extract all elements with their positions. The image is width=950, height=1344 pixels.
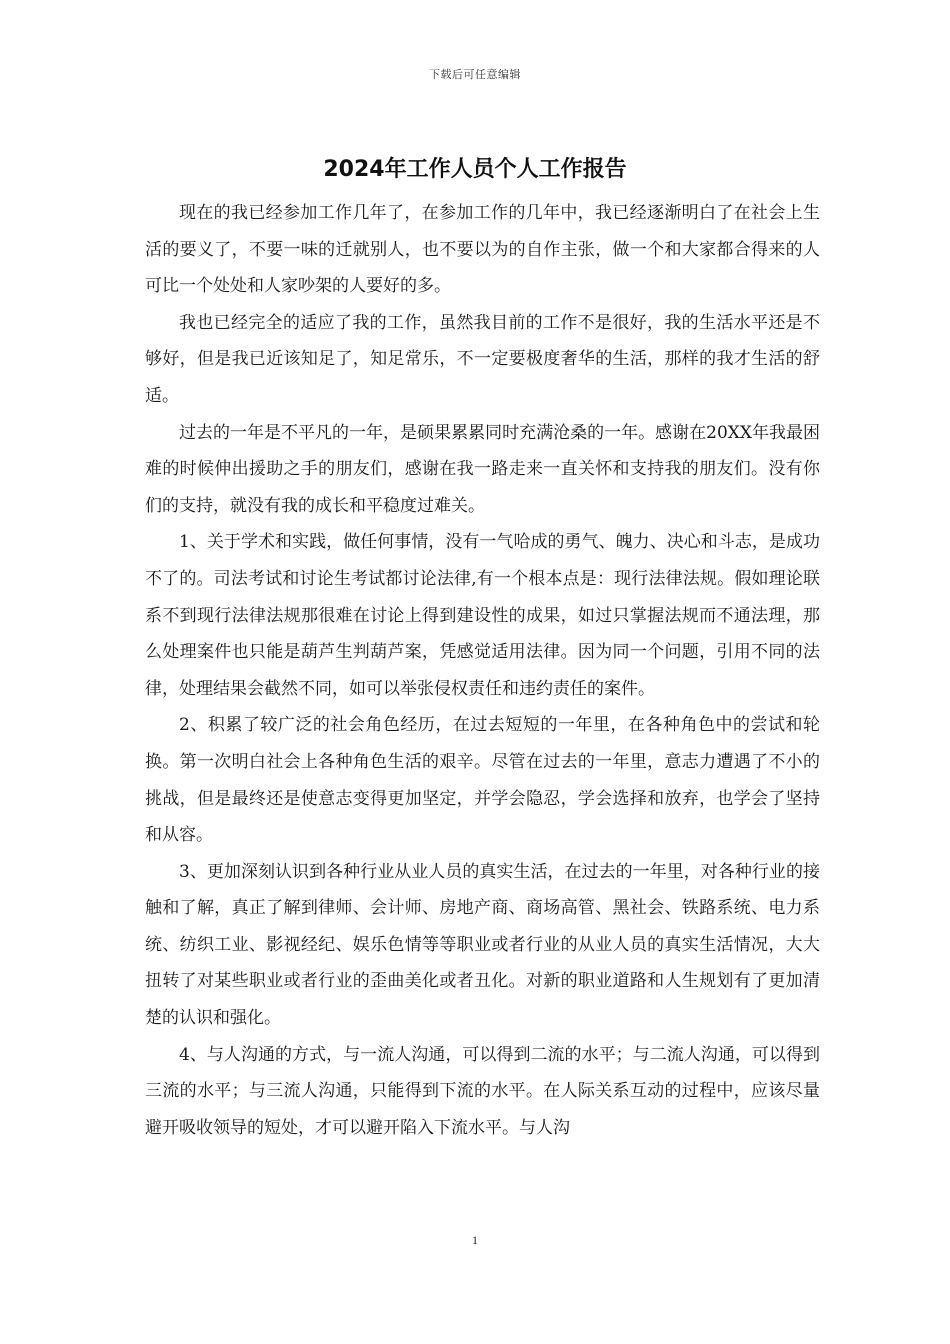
paragraph-intro: 现在的我已经参加工作几年了，在参加工作的几年中，我已经逐渐明白了在社会上生活的要义了，不要一味的迁就别人，也不要以为的自作主张，做一个和大家都合得来的人可比一个处处和人家吵架的人要好的多。: [145, 203, 820, 297]
page-number: 1: [472, 1233, 478, 1247]
paragraph-point-4: 4、与人沟通的方式，与一流人沟通，可以得到二流的水平；与二流人沟通，可以得到三流的水平；与三流人沟通，只能得到下流的水平。在人际关系互动的过程中，应该尽量避开吸收领导的短处，才可以避开陷入下流水平。与人沟: [145, 1044, 820, 1138]
paragraph-point-1: 1、关于学术和实践，做任何事情，没有一气哈成的勇气、魄力、决心和斗志，是成功不了的。司法考试和讨论生考试都讨论法律,有一个根本点是：现行法律法规。假如理论联系不到现行法律法规那很难在讨论上得到建设性的成果，如过只掌握法规而不通法理，那么处理案件也只能是葫芦生判葫芦案，凭感觉适用法律。因为同一个问题，引用不同的法律，处理结果会截然不同，如可以举张侵权责任和违约责任的案件。: [145, 532, 820, 699]
document-body: [145, 195, 820, 1146]
paragraph-gratitude: 过去的一年是不平凡的一年，是硕果累累同时充满沧桑的一年。感谢在20XX年我最困难的时候伸出援助之手的朋友们，感谢在我一路走来一直关怀和支持我的朋友们。没有你们的支持，就没有我的成长和平稳度过难关。: [145, 422, 820, 516]
paragraph-point-3: 3、更加深刻认识到各种行业从业人员的真实生活，在过去的一年里，对各种行业的接触和了解，真正了解到律师、会计师、房地产商、商场高管、黑社会、铁路系统、电力系统、纺织工业、影视经纪、娱乐色情等等职业或者行业的从业人员的真实生活情况，大大扭转了对某些职业或者行业的歪曲美化或者丑化。对新的职业道路和人生规划有了更加清楚的认识和强化。: [145, 861, 820, 1029]
document-title: 2024年工作人员个人工作报告: [323, 157, 627, 182]
paragraph-point-2: 2、积累了较广泛的社会角色经历，在过去短短的一年里，在各种角色中的尝试和轮换。第一次明白社会上各种角色生活的艰辛。尽管在过去的一年里，意志力遭遇了不小的挑战，但是最终还是使意志变得更加坚定，并学会隐忍，学会选择和放弃，也学会了坚持和从容。: [145, 715, 820, 846]
page-header-note: 下载后可任意编辑: [429, 68, 521, 81]
paragraph-adaptation: 我也已经完全的适应了我的工作，虽然我目前的工作不是很好，我的生活水平还是不够好，但是我已近该知足了，知足常乐，不一定要极度奢华的生活，那样的我才生活的舒适。: [145, 312, 820, 406]
